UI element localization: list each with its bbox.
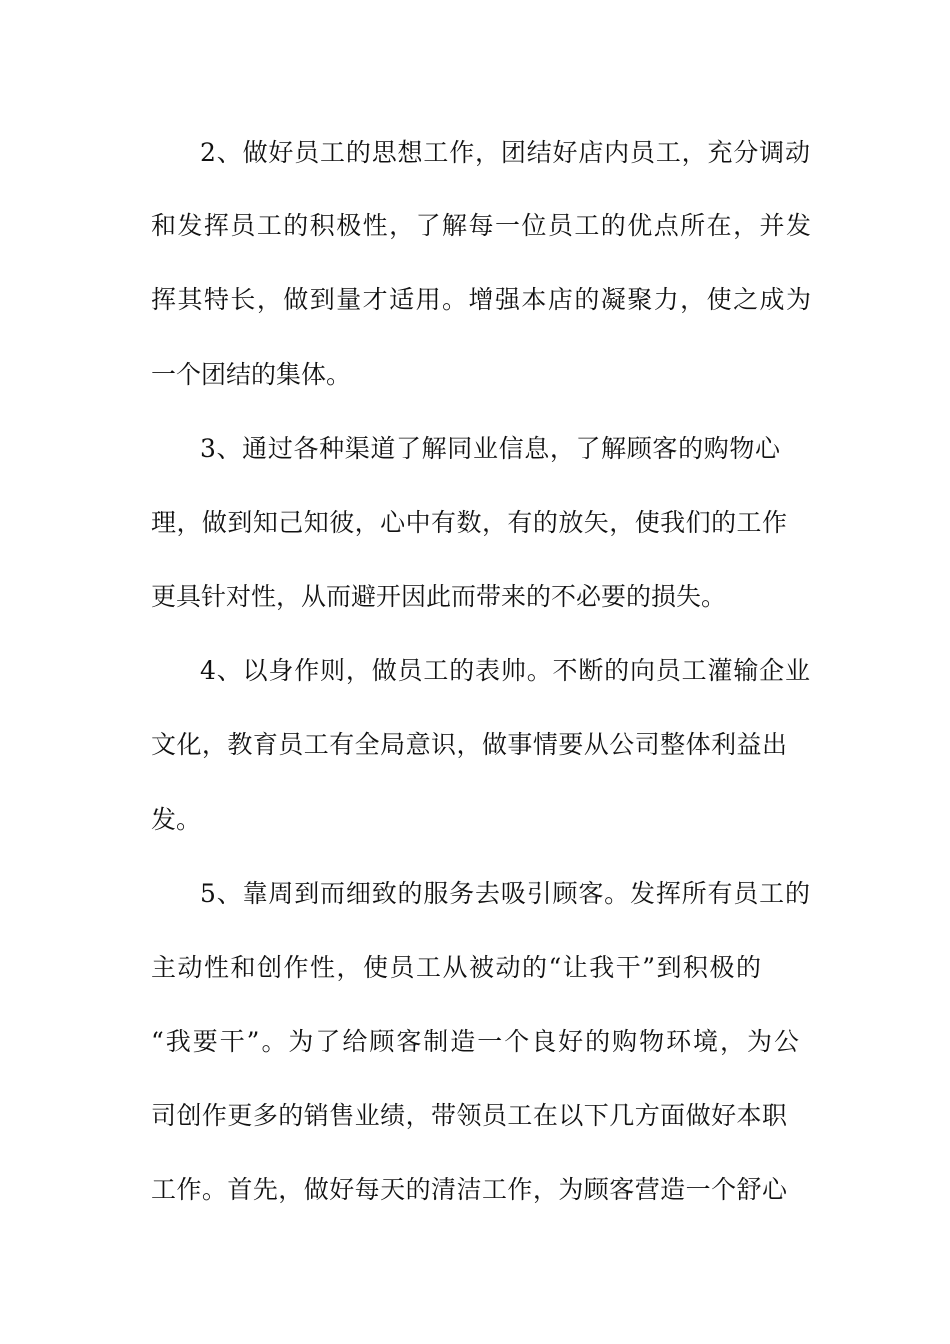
paragraph-5-line-1: 5、靠周到而细致的服务去吸引顾客。发挥所有员工的 bbox=[200, 879, 810, 908]
paragraph-5-line-3: “我要干”。为了给顾客制造一个良好的购物环境，为公 bbox=[151, 1027, 799, 1056]
paragraph-2-line-2: 和发挥员工的积极性，了解每一位员工的优点所在，并发 bbox=[151, 211, 811, 240]
paragraph-2-line-4: 一个团结的集体。 bbox=[151, 360, 352, 389]
paragraph-3-line-1: 3、通过各种渠道了解同业信息，了解顾客的购物心 bbox=[200, 434, 780, 463]
paragraph-4-line-2: 文化，教育员工有全局意识，做事情要从公司整体利益出 bbox=[151, 730, 787, 759]
paragraph-5-line-5: 工作。首先，做好每天的清洁工作，为顾客营造一个舒心 bbox=[151, 1175, 787, 1204]
paragraph-4-line-1: 4、以身作则，做员工的表帅。不断的向员工灌输企业 bbox=[200, 656, 810, 685]
paragraph-2-line-3: 挥其特长，做到量才适用。增强本店的凝聚力，使之成为 bbox=[151, 285, 811, 314]
paragraph-5-line-2: 主动性和创作性，使员工从被动的“让我干”到积极的 bbox=[151, 953, 761, 982]
paragraph-2-line-1: 2、做好员工的思想工作，团结好店内员工，充分调动 bbox=[200, 138, 810, 167]
paragraph-5-line-4: 司创作更多的销售业绩，带领员工在以下几方面做好本职 bbox=[151, 1101, 787, 1130]
paragraph-4-line-3: 发。 bbox=[151, 805, 202, 834]
paragraph-3-line-3: 更具针对性，从而避开因此而带来的不必要的损失。 bbox=[151, 582, 727, 611]
paragraph-3-line-2: 理，做到知己知彼，心中有数，有的放矢，使我们的工作 bbox=[151, 508, 787, 537]
